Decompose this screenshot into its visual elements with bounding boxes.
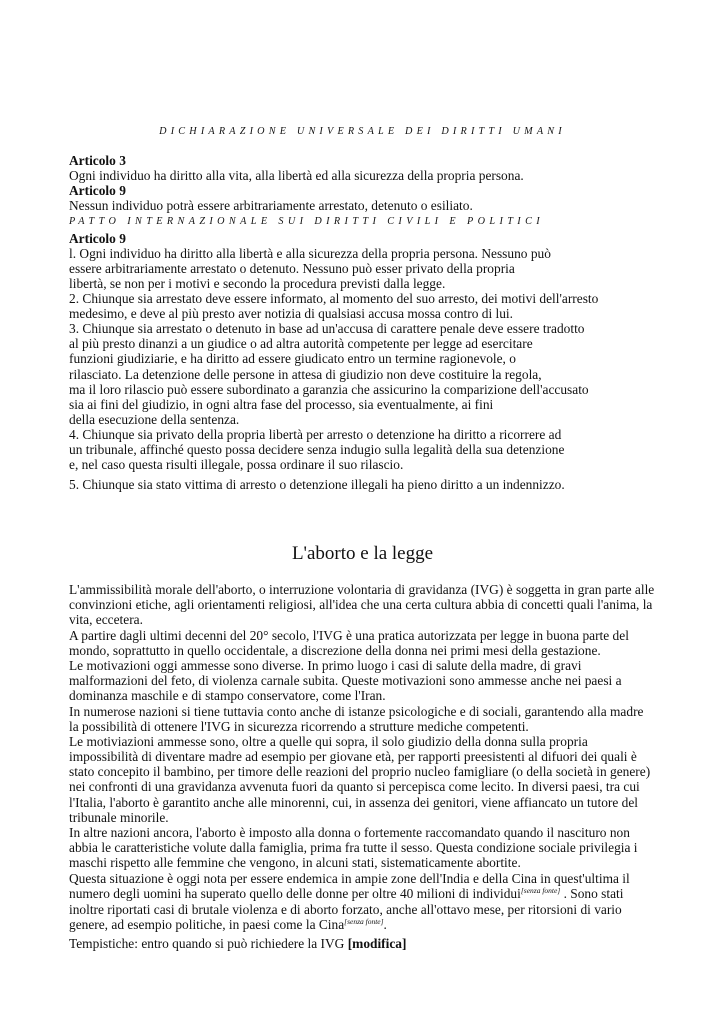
body-text: numero degli uomini ha superato quello delle donne per oltre 40 milioni di individui bbox=[69, 886, 521, 901]
article-9-heading: Articolo 9 bbox=[69, 183, 126, 198]
covenant-line: rilasciato. La detenzione delle persone in attesa di giudizio non deve costituire la regola, bbox=[69, 367, 542, 382]
body-line: nei confronti di una gravidanza avvenuta fuori da quanto si percepisca come lecito. In diversi paesi, tra cui bbox=[69, 779, 640, 794]
body-line: la possibilità di ottenere l'IVG in sicurezza ricorrendo a strutture mediche competenti. bbox=[69, 719, 529, 734]
covenant-line: e, nel caso questa risulti illegale, possa ordinare il suo rilascio. bbox=[69, 457, 404, 472]
covenant-article-9-heading: Articolo 9 bbox=[69, 231, 126, 246]
covenant-line: 3. Chiunque sia arrestato o detenuto in base ad un'accusa di carattere penale deve essere tradotto bbox=[69, 321, 585, 336]
body-line: Le motivazioni oggi ammesse sono diverse. In primo luogo i casi di salute della madre, di gravi bbox=[69, 658, 582, 673]
body-line: vita, eccetera. bbox=[69, 612, 143, 627]
body-line: l'Italia, l'aborto è garantito anche alle minorenni, cui, in assenza dei genitori, viene affiancato un tutore del bbox=[69, 795, 638, 810]
body-line: In numerose nazioni si tiene tuttavia conto anche di istanze psicologiche e di sociali, garantendo alla madre bbox=[69, 704, 644, 719]
covenant-line: sia ai fini del giudizio, in ogni altra fase del processo, sia eventualmente, ai fini bbox=[69, 397, 494, 412]
article-3-text: Ogni individuo ha diritto alla vita, alla libertà ed alla sicurezza della propria persona. bbox=[69, 168, 524, 183]
covenant-line: medesimo, e deve al più presto aver notizia di qualsiasi accusa mossa contro di lui. bbox=[69, 306, 513, 321]
declaration-title: DICHIARAZIONE UNIVERSALE DEI DIRITTI UMANI bbox=[159, 126, 566, 137]
body-line: A partire dagli ultimi decenni del 20° secolo, l'IVG è una pratica autorizzata per legge in buona parte del bbox=[69, 628, 629, 643]
edit-link[interactable]: [modifica] bbox=[347, 936, 407, 951]
body-line bbox=[69, 917, 387, 932]
covenant-line: al più presto dinanzi a un giudice o ad altra autorità competente per legge ad esercitare bbox=[69, 336, 533, 351]
covenant-line: 5. Chiunque sia stato vittima di arresto o detenzione illegali ha pieno diritto a un indennizzo. bbox=[69, 477, 565, 492]
body-line: L'ammissibilità morale dell'aborto, o interruzione volontaria di gravidanza (IVG) è soggetta in gran parte alle bbox=[69, 582, 655, 597]
citation-needed-link[interactable]: [senza fonte] bbox=[520, 886, 561, 895]
subheading-text: Tempistiche: entro quando si può richiedere la IVG bbox=[69, 936, 348, 951]
body-line: maschi rispetto alle femmine che vengono, in alcuni stati, sistematicamente abortite. bbox=[69, 855, 521, 870]
covenant-line: libertà, se non per i motivi e secondo la procedura previsti dalla legge. bbox=[69, 276, 446, 291]
body-line: impossibilità di diventare madre ad esempio per giovane età, per rapporti preesistenti al difuori dei quali è bbox=[69, 749, 637, 764]
body-line: stato concepito il bambino, per timore delle reazioni del proprio nucleo famigliare (o della società in genere) bbox=[69, 764, 651, 779]
body-text: . bbox=[383, 917, 387, 932]
covenant-line: 4. Chiunque sia privato della propria libertà per arresto o detenzione ha diritto a ricorrere ad bbox=[69, 427, 562, 442]
body-text: . Sono stati bbox=[560, 886, 624, 901]
section-heading: L'aborto e la legge bbox=[291, 543, 434, 564]
covenant-line: funzioni giudiziarie, e ha diritto ad essere giudicato entro un termine ragionevole, o bbox=[69, 351, 516, 366]
covenant-line: 2. Chiunque sia arrestato deve essere informato, al momento del suo arresto, dei motivi dell'arresto bbox=[69, 291, 599, 306]
body-line bbox=[69, 936, 406, 951]
body-line: abbia le caratteristiche volute dalla famiglia, prima fra tutte il sesso. Questa condizione sociale privilegia i bbox=[69, 840, 638, 855]
body-line: tribunale minorile. bbox=[69, 810, 169, 825]
article-3-heading: Articolo 3 bbox=[69, 153, 126, 168]
covenant-line: un tribunale, affinché questo possa decidere senza indugio sulla legalità della sua detenzione bbox=[69, 442, 565, 457]
body-line: convinzioni etiche, agli orientamenti religiosi, all'idea che una certa cultura abbia di concetti quali l'anima, la bbox=[69, 597, 653, 612]
body-line: mondo, soprattutto in quello occidentale, a discrezione della donna nei primi mesi della gestazione. bbox=[69, 643, 601, 658]
covenant-line: essere arbitrariamente arrestato o detenuto. Nessuno può esser privato della propria bbox=[69, 261, 515, 276]
body-line: Questa situazione è oggi nota per essere endemica in ampie zone dell'India e della Cina in quest'ultima il bbox=[69, 871, 630, 886]
body-line: Le motiviazioni ammesse sono, oltre a quelle qui sopra, il solo giudizio della donna sulla propria bbox=[69, 734, 588, 749]
body-line bbox=[69, 886, 623, 901]
body-line: malformazioni del feto, di violenza carnale subita. Queste motivazioni sono ammesse anche nei paesi a bbox=[69, 673, 622, 688]
covenant-line: della esecuzione della sentenza. bbox=[69, 412, 240, 427]
body-line: inoltre riportati casi di brutale violenza e di aborto forzato, anche all'ottavo mese, per ritorsioni di vario bbox=[69, 902, 622, 917]
covenant-title: PATTO INTERNAZIONALE SUI DIRITTI CIVILI E POLITICI bbox=[69, 216, 545, 227]
covenant-line: ma il loro rilascio può essere subordinato a garanzia che assicurino la comparizione dell'accusato bbox=[69, 382, 589, 397]
body-line: dominanza maschile e di stampo conservatore, come l'Iran. bbox=[69, 688, 386, 703]
body-line: In altre nazioni ancora, l'aborto è imposto alla donna o fortemente raccomandato quando il nascituro non bbox=[69, 825, 630, 840]
article-9-text: Nessun individuo potrà essere arbitrariamente arrestato, detenuto o esiliato. bbox=[69, 198, 473, 213]
body-text: genere, ad esempio politiche, in paesi come la Cina bbox=[69, 917, 345, 932]
covenant-line: l. Ogni individuo ha diritto alla libertà e alla sicurezza della propria persona. Nessuno può bbox=[69, 246, 551, 261]
citation-needed-link[interactable]: [senza fonte] bbox=[344, 917, 384, 926]
